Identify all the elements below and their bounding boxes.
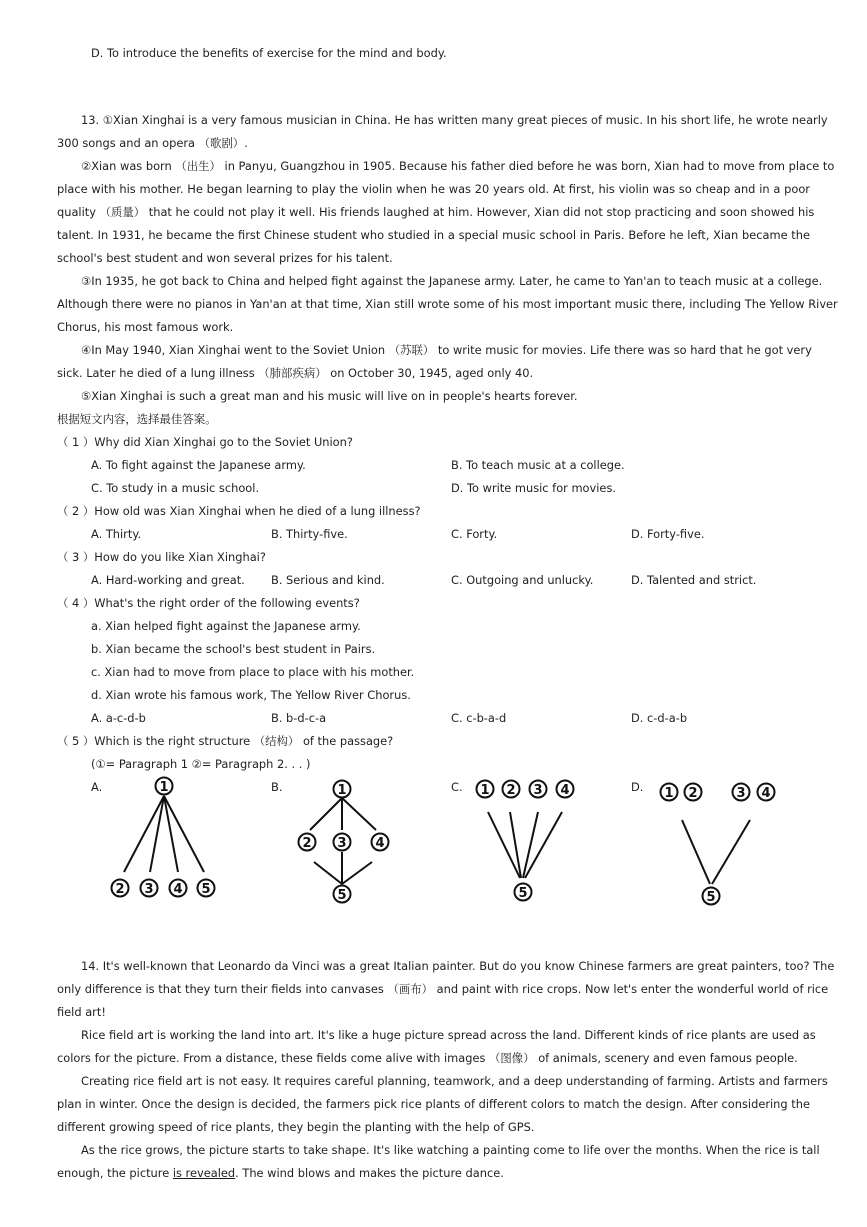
paragraph-4-circle	[758, 784, 775, 802]
diagram-b-line	[342, 862, 372, 884]
q3-option-c[interactable]: C. Outgoing and unlucky.	[451, 573, 594, 587]
q4-option-b[interactable]: B. b-d-c-a	[271, 711, 327, 725]
q14-paragraph-4-line-2	[57, 1165, 504, 1181]
q5-option-c-label[interactable]: C.	[451, 780, 463, 794]
question-number: （ 4 ）	[57, 596, 95, 610]
q13-paragraph-3-line-3: Chorus, his most famous work.	[57, 320, 234, 334]
svg-text:5: 5	[518, 886, 528, 901]
paragraph-2-circle	[503, 781, 520, 799]
q14-paragraph-3-line-1: Creating rice field art is not easy. It requires careful planning, teamwork, and a deep understanding of farming. Artists and farmers	[81, 1074, 828, 1088]
q2-option-a[interactable]: A. Thirty.	[91, 527, 142, 541]
diagram-d[interactable]	[661, 784, 775, 906]
svg-text:3: 3	[736, 786, 746, 801]
q1-option-a[interactable]: A. To fight against the Japanese army.	[91, 458, 306, 472]
paragraph-2-circle	[685, 784, 702, 802]
paragraph-3-circle	[733, 784, 750, 802]
question-number: （ 2 ）	[57, 504, 95, 518]
q14-paragraph-3-line-2: plan in winter. Once the design is decided, the farmers pick rice plants of different colors to match the design. After considering the	[57, 1097, 810, 1111]
svg-text:2: 2	[115, 882, 125, 897]
q3-option-d[interactable]: D. Talented and strict.	[631, 573, 757, 587]
svg-text:3: 3	[533, 783, 543, 798]
q3-option-a[interactable]: A. Hard-working and great.	[91, 573, 245, 587]
diagram-d-line	[712, 820, 750, 884]
svg-text:1: 1	[337, 783, 347, 798]
svg-text:4: 4	[761, 786, 771, 801]
svg-text:2: 2	[688, 786, 698, 801]
question-text: Why did Xian Xinghai go to the Soviet Union?	[94, 435, 353, 449]
q4-event-b: b. Xian became the school's best student in Pairs.	[91, 642, 376, 656]
q14-paragraph-1-line-3: field art!	[57, 1005, 106, 1019]
svg-text:1: 1	[159, 780, 169, 795]
q4-event-c: c. Xian had to move from place to place with his mother.	[91, 665, 415, 679]
line-text: enough, the picture	[57, 1166, 173, 1180]
paragraph-1-circle	[477, 781, 494, 799]
svg-text:1: 1	[480, 783, 490, 798]
question-text: What's the right order of the following events?	[94, 596, 360, 610]
paragraph-3-circle	[530, 781, 547, 799]
q4-option-a[interactable]: A. a-c-d-b	[91, 711, 146, 725]
paragraph-3-circle	[334, 834, 351, 852]
paragraph-4-circle	[170, 880, 187, 898]
q13-paragraph-2-line-3: quality （质量） that he could not play it well. His friends laughed at him. However, Xian did not stop practicing and soon showed his	[57, 205, 815, 219]
paragraph-5-circle	[334, 886, 351, 904]
q2-option-d[interactable]: D. Forty-five.	[631, 527, 705, 541]
question-number: （ 3 ）	[57, 550, 95, 564]
q5-option-a-label[interactable]: A.	[91, 780, 103, 794]
svg-text:4: 4	[375, 836, 385, 851]
q13-paragraph-5-line-1: ⑤Xian Xinghai is such a great man and his music will live on in people's hearts forever.	[81, 389, 578, 403]
q5-option-d-label[interactable]: D.	[631, 780, 644, 794]
paragraph-1-circle	[156, 778, 173, 796]
q4-event-d: d. Xian wrote his famous work, The Yellow River Chorus.	[91, 688, 411, 702]
q5-option-b-label[interactable]: B.	[271, 780, 283, 794]
svg-text:5: 5	[201, 882, 211, 897]
q14-paragraph-2-line-1: Rice field art is working the land into art. It's like a huge picture spread across the land. Different kinds of rice plants are used as	[81, 1028, 816, 1042]
q13-paragraph-4-line-1: ④In May 1940, Xian Xinghai went to the Soviet Union （苏联） to write music for movies. Life there was so hard that he got very	[81, 343, 812, 357]
q14-paragraph-3-line-3: different growing speed of rice plants, they begin the planting with the help of GPS.	[57, 1120, 535, 1134]
paragraph-3-circle	[141, 880, 158, 898]
q13-instruction: 根据短文内容，选择最佳答案。	[57, 412, 217, 426]
q13-paragraph-2-line-4: talent. In 1931, he became the first Chinese student who studied in a special music school in Paris. Before he left, Xian became the	[57, 228, 810, 242]
diagram-b-line	[310, 798, 342, 830]
q13-paragraph-3-line-1: ③In 1935, he got back to China and helped fight against the Japanese army. Later, he came to Yan'an to teach music at a college.	[81, 274, 823, 288]
svg-text:1: 1	[664, 786, 674, 801]
svg-text:3: 3	[337, 836, 347, 851]
paragraph-4-circle	[557, 781, 574, 799]
question-text: How do you like Xian Xinghai?	[94, 550, 266, 564]
q13-paragraph-3-line-2: Although there were no pianos in Yan'an at that time, Xian still wrote some of his most important music there, including The Yellow River	[57, 297, 838, 311]
q13-paragraph-1-line-2: 300 songs and an opera （歌剧）.	[57, 136, 248, 150]
q14-paragraph-2-line-2: colors for the picture. From a distance, these fields come alive with images （图像） of animals, scenery and even famous people.	[57, 1051, 798, 1065]
paragraph-2-circle	[112, 880, 129, 898]
q2-option-b[interactable]: B. Thirty-five.	[271, 527, 348, 541]
q1-option-c[interactable]: C. To study in a music school.	[91, 481, 260, 495]
question-number: （ 5 ）	[57, 734, 95, 748]
svg-text:3: 3	[144, 882, 154, 897]
question-text: How old was Xian Xinghai when he died of a lung illness?	[94, 504, 421, 518]
svg-text:5: 5	[337, 888, 347, 903]
svg-text:2: 2	[302, 836, 312, 851]
q1-option-d[interactable]: D. To write music for movies.	[451, 481, 616, 495]
svg-text:2: 2	[506, 783, 516, 798]
question-text: Which is the right structure （结构） of the passage?	[94, 734, 394, 748]
paragraph-5-circle	[515, 884, 532, 902]
q2-option-c[interactable]: C. Forty.	[451, 527, 498, 541]
q14-paragraph-1-line-1: 14. It's well-known that Leonardo da Vinci was a great Italian painter. But do you know Chinese farmers are great painters, too? The	[81, 959, 835, 973]
line-text: . The wind blows and makes the picture dance.	[235, 1166, 504, 1180]
diagram-b-line	[314, 862, 342, 884]
paragraph-1-circle	[334, 781, 351, 799]
diagram-d-line	[682, 820, 710, 884]
question-number: （ 1 ）	[57, 435, 95, 449]
paragraph-2-circle	[299, 834, 316, 852]
q13-paragraph-1-line-1: 13. ①Xian Xinghai is a very famous musician in China. He has written many great pieces of music. In his short life, he wrote nearly	[81, 113, 828, 127]
q5-note: (①= Paragraph 1 ②= Paragraph 2. . . )	[91, 757, 311, 771]
svg-text:4: 4	[560, 783, 570, 798]
q1-option-b[interactable]: B. To teach music at a college.	[451, 458, 625, 472]
paragraph-5-circle	[198, 880, 215, 898]
q13-paragraph-4-line-2: sick. Later he died of a lung illness （肺部疾病） on October 30, 1945, aged only 40.	[57, 366, 534, 380]
paragraph-4-circle	[372, 834, 389, 852]
diagram-a[interactable]	[112, 778, 215, 898]
previous-option-d: D. To introduce the benefits of exercise for the mind and body.	[91, 46, 447, 60]
q13-paragraph-2-line-2: place with his mother. He began learning to play the violin when he was 20 years old. At first, his violin was so cheap and in a poor	[57, 182, 810, 196]
svg-text:5: 5	[706, 890, 716, 905]
paragraph-5-circle	[703, 888, 720, 906]
q14-paragraph-1-line-2: only difference is that they turn their fields into canvases （画布） and paint with rice crops. Now let's enter the wonderful world of rice	[57, 982, 829, 996]
q4-event-a: a. Xian helped fight against the Japanese army.	[91, 619, 361, 633]
q3-option-b[interactable]: B. Serious and kind.	[271, 573, 385, 587]
diagram-b-line	[342, 798, 376, 830]
underlined-phrase: is revealed	[172, 1166, 236, 1180]
q14-paragraph-4-line-1: As the rice grows, the picture starts to take shape. It's like watching a painting come to life over the months. When the rice is tall	[81, 1143, 820, 1157]
q4-option-d[interactable]: D. c-d-a-b	[631, 711, 688, 725]
diagram-b[interactable]	[299, 781, 389, 904]
diagram-c[interactable]	[477, 781, 574, 902]
q13-paragraph-2-line-1: ②Xian was born （出生） in Panyu, Guangzhou in 1905. Because his father died before he was born, Xian had to move from place to	[81, 159, 835, 173]
q13-paragraph-2-line-5: school's best student and won several prizes for his talent.	[57, 251, 393, 265]
paragraph-1-circle	[661, 784, 678, 802]
q4-option-c[interactable]: C. c-b-a-d	[451, 711, 507, 725]
svg-text:4: 4	[173, 882, 183, 897]
